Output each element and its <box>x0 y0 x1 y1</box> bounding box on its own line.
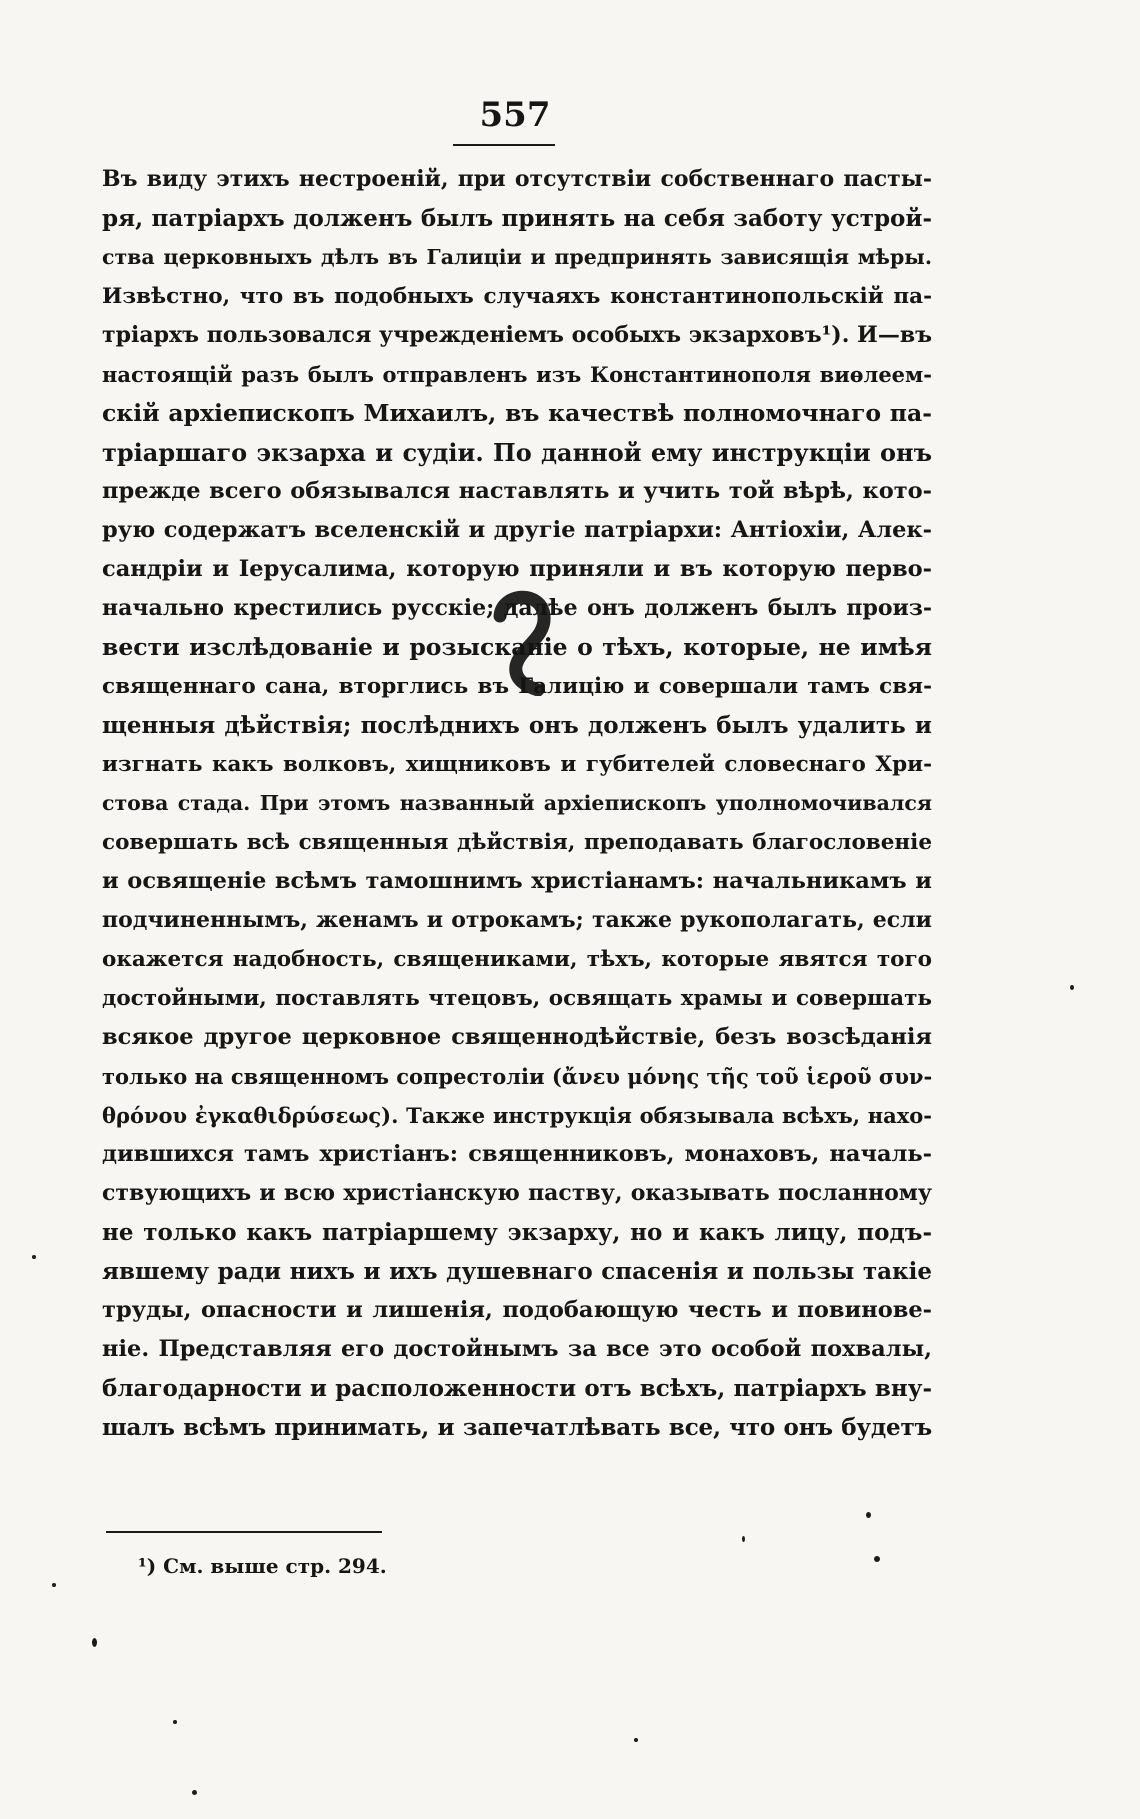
text-line: труды, опасности и лишенія, подобающую честь и повинове- <box>102 1297 932 1323</box>
text-line: Въ виду этихъ нестроеній, при отсутствіи собственнаго пасты- <box>102 166 932 192</box>
text-line: сандріи и Іерусалима, которую приняли и въ которую перво- <box>102 556 932 582</box>
paper-speck <box>742 1536 745 1542</box>
text-line: только на священномъ сопрестоліи (ἄνευ μόνης τῆς τοῦ ἱεροῦ συν- <box>102 1064 932 1089</box>
text-line: рую содержатъ вселенскій и другіе патріархи: Антіохіи, Алек- <box>102 517 932 543</box>
text-line: начально крестились русскіе; далѣе онъ долженъ былъ произ- <box>102 595 932 621</box>
text-line: стова стада. При этомъ названный архіепископъ уполномочивался <box>102 791 932 815</box>
text-line: подчиненнымъ, женамъ и отрокамъ; также рукополагать, если <box>102 907 932 933</box>
text-line: ства церковныхъ дѣлъ въ Галиціи и предпринять зависящія мѣры. <box>102 245 932 269</box>
text-line: ря, патріархъ долженъ былъ принять на себя заботу устрой- <box>102 205 932 232</box>
text-line: шалъ всѣмъ принимать, и запечатлѣвать все, что онъ будетъ <box>102 1414 932 1441</box>
paper-speck <box>173 1720 177 1724</box>
text-line: изгнать какъ волковъ, хищниковъ и губителей словеснаго Хри- <box>102 752 932 777</box>
paper-speck <box>192 1790 197 1795</box>
paper-speck <box>1070 985 1074 990</box>
text-line: щенныя дѣйствія; послѣднихъ онъ долженъ былъ удалить и <box>102 712 932 739</box>
paper-speck <box>52 1583 56 1587</box>
footnote: ¹) См. выше стр. 294. <box>138 1554 387 1578</box>
text-line: тріаршаго экзарха и судіи. По данной ему инструкціи онъ <box>102 438 932 467</box>
text-line: достойными, поставлять чтецовъ, освящать храмы и совершать <box>102 986 932 1011</box>
text-line: тріархъ пользовался учрежденіемъ особыхъ экзарховъ¹). И—въ <box>102 322 932 348</box>
text-line: не только какъ патріаршему экзарху, но и какъ лицу, подъ- <box>102 1219 932 1246</box>
text-line: священнаго сана, вторглись въ Галицію и совершали тамъ свя- <box>102 674 932 699</box>
body-text <box>102 160 932 1447</box>
text-line: Извѣстно, что въ подобныхъ случаяхъ константинопольскій па- <box>102 284 932 309</box>
text-line: окажется надобность, священиками, тѣхъ, которые явятся того <box>102 947 932 972</box>
text-line: ствующихъ и всю христіанскую паству, оказывать посланному <box>102 1180 932 1206</box>
text-line: и освященіе всѣмъ тамошнимъ христіанамъ: начальникамъ и <box>102 868 932 894</box>
text-line: скій архіепископъ Михаилъ, въ качествѣ полномочнаго па- <box>102 399 932 427</box>
paper-speck <box>32 1255 36 1259</box>
text-line: θρόνου ἐγκαθιδρύσεως). Также инструкція обязывала всѣхъ, нахо- <box>102 1103 932 1128</box>
paper-speck <box>634 1738 638 1742</box>
library-stamp-mark <box>486 586 556 696</box>
text-line: всякое другое церковное священнодѣйствіе, безъ возсѣданія <box>102 1024 932 1050</box>
text-line: явшему ради нихъ и ихъ душевнаго спасенія и пользы такіе <box>102 1258 932 1285</box>
text-line: благодарности и расположенности отъ всѣхъ, патріархъ вну- <box>102 1375 932 1402</box>
page-number: 557 <box>479 95 551 135</box>
text-line: настоящій разъ былъ отправленъ изъ Константинополя виѳлеем- <box>102 362 932 387</box>
paper-speck <box>92 1638 97 1647</box>
paper-speck <box>866 1512 871 1518</box>
footnote-rule <box>106 1531 382 1533</box>
paper-speck <box>874 1556 880 1562</box>
text-line: прежде всего обязывался наставлять и учить той вѣрѣ, кото- <box>102 478 932 504</box>
text-line: дившихся тамъ христіанъ: священниковъ, монаховъ, началь- <box>102 1141 932 1167</box>
header-rule <box>453 144 555 146</box>
text-line: совершать всѣ священныя дѣйствія, преподавать благословеніе <box>102 830 932 855</box>
text-line: ніе. Представляя его достойнымъ за все это особой похвалы, <box>102 1336 932 1362</box>
text-line: вести изслѣдованіе и розысканіе о тѣхъ, которые, не имѣя <box>102 633 932 661</box>
